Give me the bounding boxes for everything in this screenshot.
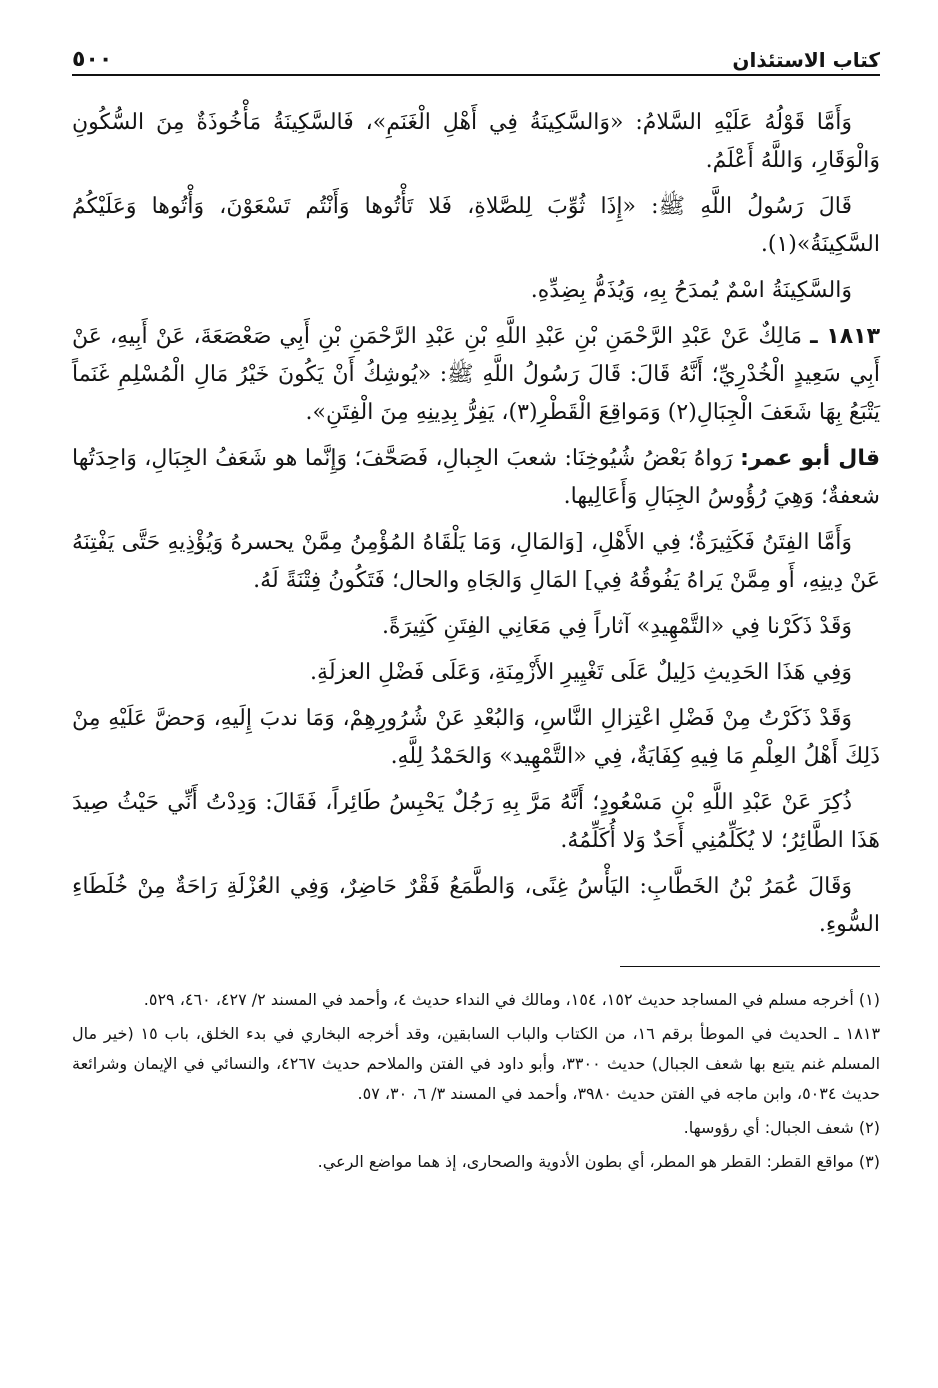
speaker-label: قال أبو عمر: — [740, 446, 880, 471]
book-page — [72, 30, 880, 1360]
main-text — [72, 104, 880, 944]
hadith-number: ١٨١٣ ـ — [810, 324, 880, 349]
paragraph: وَالسَّكِينَةُ اسْمٌ يُمدَحُ بِهِ، وَيُذَمُّ بِضِدِّهِ. — [530, 278, 852, 303]
paragraph: وَأَمَّا قَوْلُهُ عَلَيْهِ السَّلامُ: «وَالسَّكِينَةُ فِي أَهْلِ الْغَنَمِ»، فَالسَّكِينَةُ مَأْخُوذَةٌ مِنَ السُّكُونِ وَالْوَقَارِ، وَاللَّهُ أَعْلَمُ. — [72, 110, 880, 173]
paragraph: وَقَدْ ذَكَرْنا فِي «التَّمْهِيدِ» آثاراً فِي مَعَانِي الفِتَنِ كَثِيرَةً. — [382, 614, 852, 639]
footnotes — [72, 985, 880, 1177]
footnote: (١) أخرجه مسلم في المساجد حديث ١٥٢، ١٥٤، ومالك في النداء حديث ٤، وأحمد في المسند ٢/ ٤٢٧، ٤٦٠، ٥٢٩. — [143, 990, 880, 1009]
running-title: كتاب الاستئذان — [732, 48, 880, 72]
paragraph: وَقَدْ ذَكَرْتُ مِنْ فَضْلِ اعْتِزالِ النَّاسِ، وَالبُعْدِ عَنْ شُرُورِهِمْ، وَمَا ندبَ إِلَيهِ، وَحضَّ عَلَيْهِ مِنْ ذَلِكَ أَهْلُ العِلْمِ مَا فِيهِ كِفَايَةٌ، فِي «التَّمْهِيد» وَالحَمْدُ لِلَّهِ. — [72, 706, 880, 769]
commentary-text: رَواهُ بَعْضُ شُيُوخِنَا: شعبَ الجِبالِ، فَصَحَّفَ؛ وَإِنَّما هو شَعَفُ الجِبَالِ، وَاحِدَتُها شعفةٌ؛ وَهِيَ رُؤُوسُ الجِبَالِ وَأَعَالِيها. — [72, 446, 880, 509]
footnote-divider — [620, 966, 880, 967]
footnote: ١٨١٣ ـ الحديث في الموطأ برقم ١٦، من الكتاب والباب السابقين، وقد أخرجه البخاري في بدء الخلق، باب ١٥ (خير مال المسلم غنم يتبع بها شعف الجبال) حديث ٣٣٠٠، وأبو داود في الفتن والملاحم حديث ٤٢٦٧، والنسائي في الإيمان وشرائعة حديث ٥٠٣٤، وابن ماجه في الفتن حديث ٣٩٨٠، وأحمد في المسند ٣/ ٦، ٣٠، ٥٧. — [72, 1024, 881, 1103]
hadith-text: مَالِكٌ عَنْ عَبْدِ الرَّحْمَنِ بْنِ عَبْدِ اللَّهِ بْنِ عَبْدِ الرَّحْمَنِ بْنِ أَبِي صَعْصَعَةَ، عَنْ أَبِيهِ، عَنْ أَبِي سَعِيدٍ الْخُدْرِيِّ؛ أَنَّهُ قَالَ: قَالَ رَسُولُ اللَّهِ ﷺ: «يُوشِكُ أَنْ يَكُونَ خَيْرُ مَالِ الْمُسْلِمِ غَنَماً يَتْبَعُ بِهَا شَعَفَ الْجِبَالِ(٢) وَمَواقِعَ الْقَطْرِ(٣)، يَفِرُّ بِدِينِهِ مِنَ الْفِتَنِ». — [72, 324, 880, 425]
hadith-paragraph — [72, 318, 880, 432]
paragraph: قَالَ رَسُولُ اللَّهِ ﷺ: «إِذَا ثُوِّبَ لِلصَّلاةِ، فَلا تَأْتُوها وَأَنْتُم تَسْعَوْنَ، وَأْتُوها وَعَلَيْكُمُ السَّكِينَةُ»(١). — [72, 194, 880, 257]
page-header — [72, 30, 880, 76]
paragraph: وَأَمَّا الفِتَنُ فَكَثِيرَةٌ؛ فِي الأَهْلِ، [وَالمَالِ، وَمَا يَلْقَاهُ المُؤْمِنُ مِمَّنْ يحسرهُ وَيُؤْذِيهِ حَتَّى يَفْتِنَهُ عَنْ دِينِهِ، أَو مِمَّنْ يَراهُ يَفُوقُهُ فِي] المَالِ وَالجَاهِ والحال؛ فَتَكُونُ فِتْنَةً لَهُ. — [72, 530, 880, 593]
paragraph: وَقَالَ عُمَرُ بْنُ الخَطَّابِ: اليَأْسُ غِنًى، وَالطَّمَعُ فَقْرٌ حَاضِرٌ، وَفِي العُزْلَةِ رَاحَةٌ مِنْ خُلَطَاءِ السُّوءِ. — [72, 874, 880, 937]
commentary-paragraph — [72, 440, 880, 516]
paragraph: ذُكِرَ عَنْ عَبْدِ اللَّهِ بْنِ مَسْعُودٍ؛ أَنَّهُ مَرَّ بِهِ رَجُلٌ يَحْبِسُ طَائِراً، فَقَالَ: وَدِدْتُ أَنِّي حَيْثُ صِيدَ هَذَا الطَّائِرُ؛ لا يُكَلِّمُنِي أَحَدٌ وَلا أُكَلِّمُهُ. — [72, 790, 880, 853]
paragraph: وَفِي هَذَا الحَدِيثِ دَلِيلٌ عَلَى تَغْيِيرِ الأَزْمِنَةِ، وَعَلَى فَضْلِ العزلَةِ. — [310, 660, 852, 685]
footnote: (٢) شعف الجبال: أي رؤوسها. — [683, 1118, 880, 1137]
footnote: (٣) مواقع القطر: القطر هو المطر، أي بطون الأدوية والصحارى، إذ هما مواضع الرعي. — [317, 1152, 880, 1171]
page-number: ٥٠٠ — [72, 47, 113, 72]
